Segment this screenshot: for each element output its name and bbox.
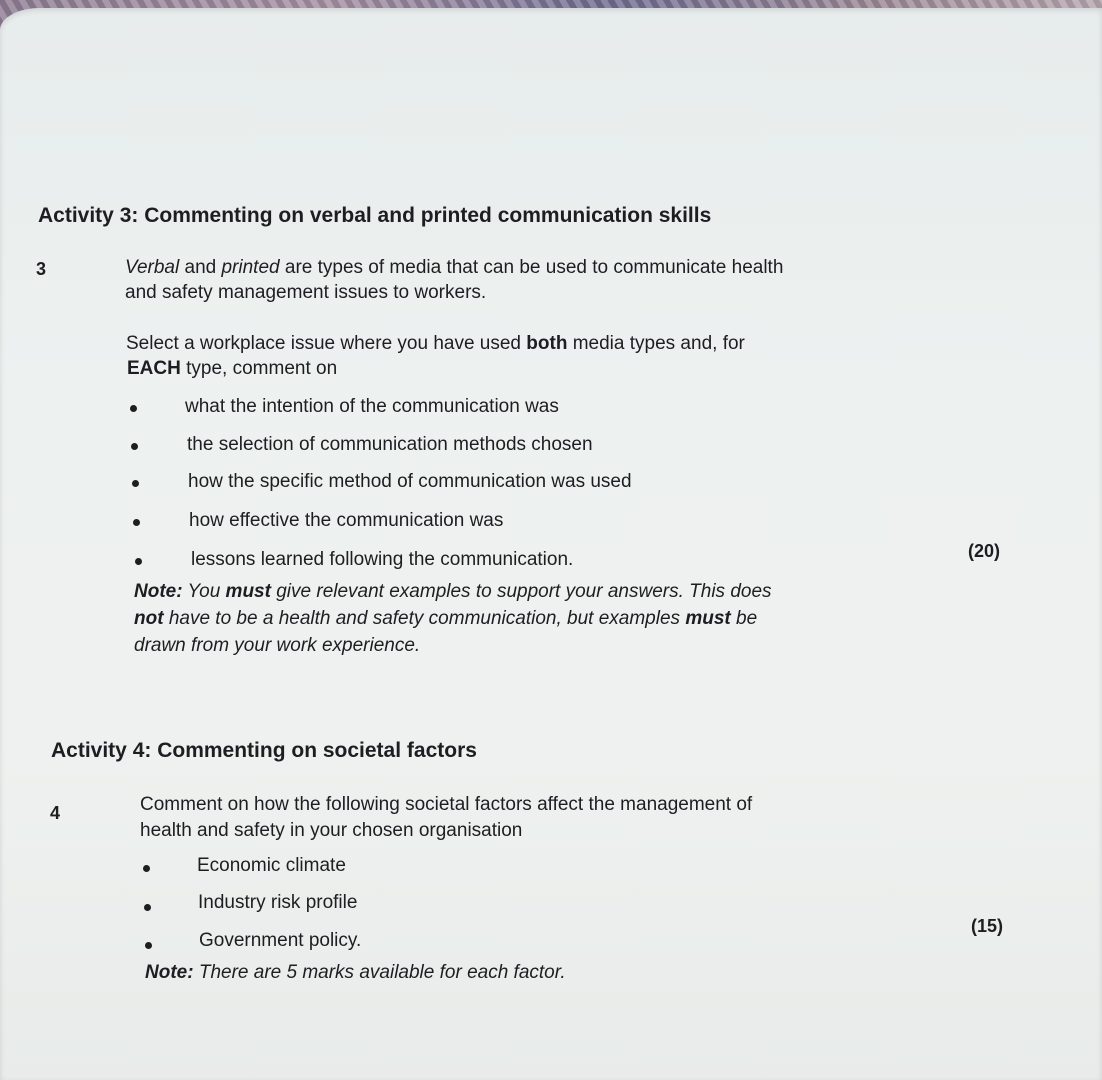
question-3-number: 3 bbox=[36, 259, 47, 279]
activity-3-heading: Activity 3: Commenting on verbal and printed communication skills bbox=[38, 204, 712, 227]
question-3-note-line-3: drawn from your work experience. bbox=[134, 635, 421, 656]
question-3-bullet-5: lessons learned following the communication. bbox=[191, 549, 574, 570]
bullet-dot bbox=[131, 443, 138, 450]
question-3-intro-line-1: Verbal and printed are types of media that can be used to communicate health bbox=[125, 257, 784, 278]
bullet-dot bbox=[143, 865, 150, 872]
question-4-bullet-1: Economic climate bbox=[197, 855, 346, 876]
question-3-select-line-2: EACH type, comment on bbox=[127, 358, 338, 379]
bullet-dot bbox=[133, 519, 140, 526]
question-4-intro-line-1: Comment on how the following societal factors affect the management of bbox=[140, 794, 753, 815]
question-4-note: Note: There are 5 marks available for each factor. bbox=[145, 962, 566, 983]
bullet-dot bbox=[145, 942, 152, 949]
question-3-select-line-1: Select a workplace issue where you have used both media types and, for bbox=[126, 333, 745, 354]
activity-4-heading: Activity 4: Commenting on societal factors bbox=[51, 739, 477, 762]
bullet-dot bbox=[132, 480, 139, 487]
question-4-intro-line-2: health and safety in your chosen organisation bbox=[140, 820, 523, 841]
question-3-bullet-2: the selection of communication methods chosen bbox=[187, 434, 593, 455]
question-4-bullet-3: Government policy. bbox=[199, 930, 362, 951]
bullet-dot bbox=[135, 558, 142, 565]
question-4-marks: (15) bbox=[971, 916, 1004, 936]
question-3-bullet-4: how effective the communication was bbox=[189, 510, 504, 531]
question-3-marks: (20) bbox=[968, 541, 1001, 561]
question-3-intro-line-2: and safety management issues to workers. bbox=[125, 282, 487, 303]
question-3-bullet-3: how the specific method of communication was used bbox=[188, 471, 632, 492]
bullet-dot bbox=[130, 405, 137, 412]
bullet-dot bbox=[144, 904, 151, 911]
question-3-note-line-2: not have to be a health and safety communication, but examples must be bbox=[134, 608, 758, 629]
question-3-bullet-1: what the intention of the communication was bbox=[185, 396, 559, 417]
question-4-bullet-2: Industry risk profile bbox=[198, 892, 358, 913]
question-4-number: 4 bbox=[50, 803, 61, 823]
question-3-note-line-1: Note: You must give relevant examples to support your answers. This does bbox=[134, 581, 772, 602]
document-page bbox=[0, 8, 1102, 1080]
